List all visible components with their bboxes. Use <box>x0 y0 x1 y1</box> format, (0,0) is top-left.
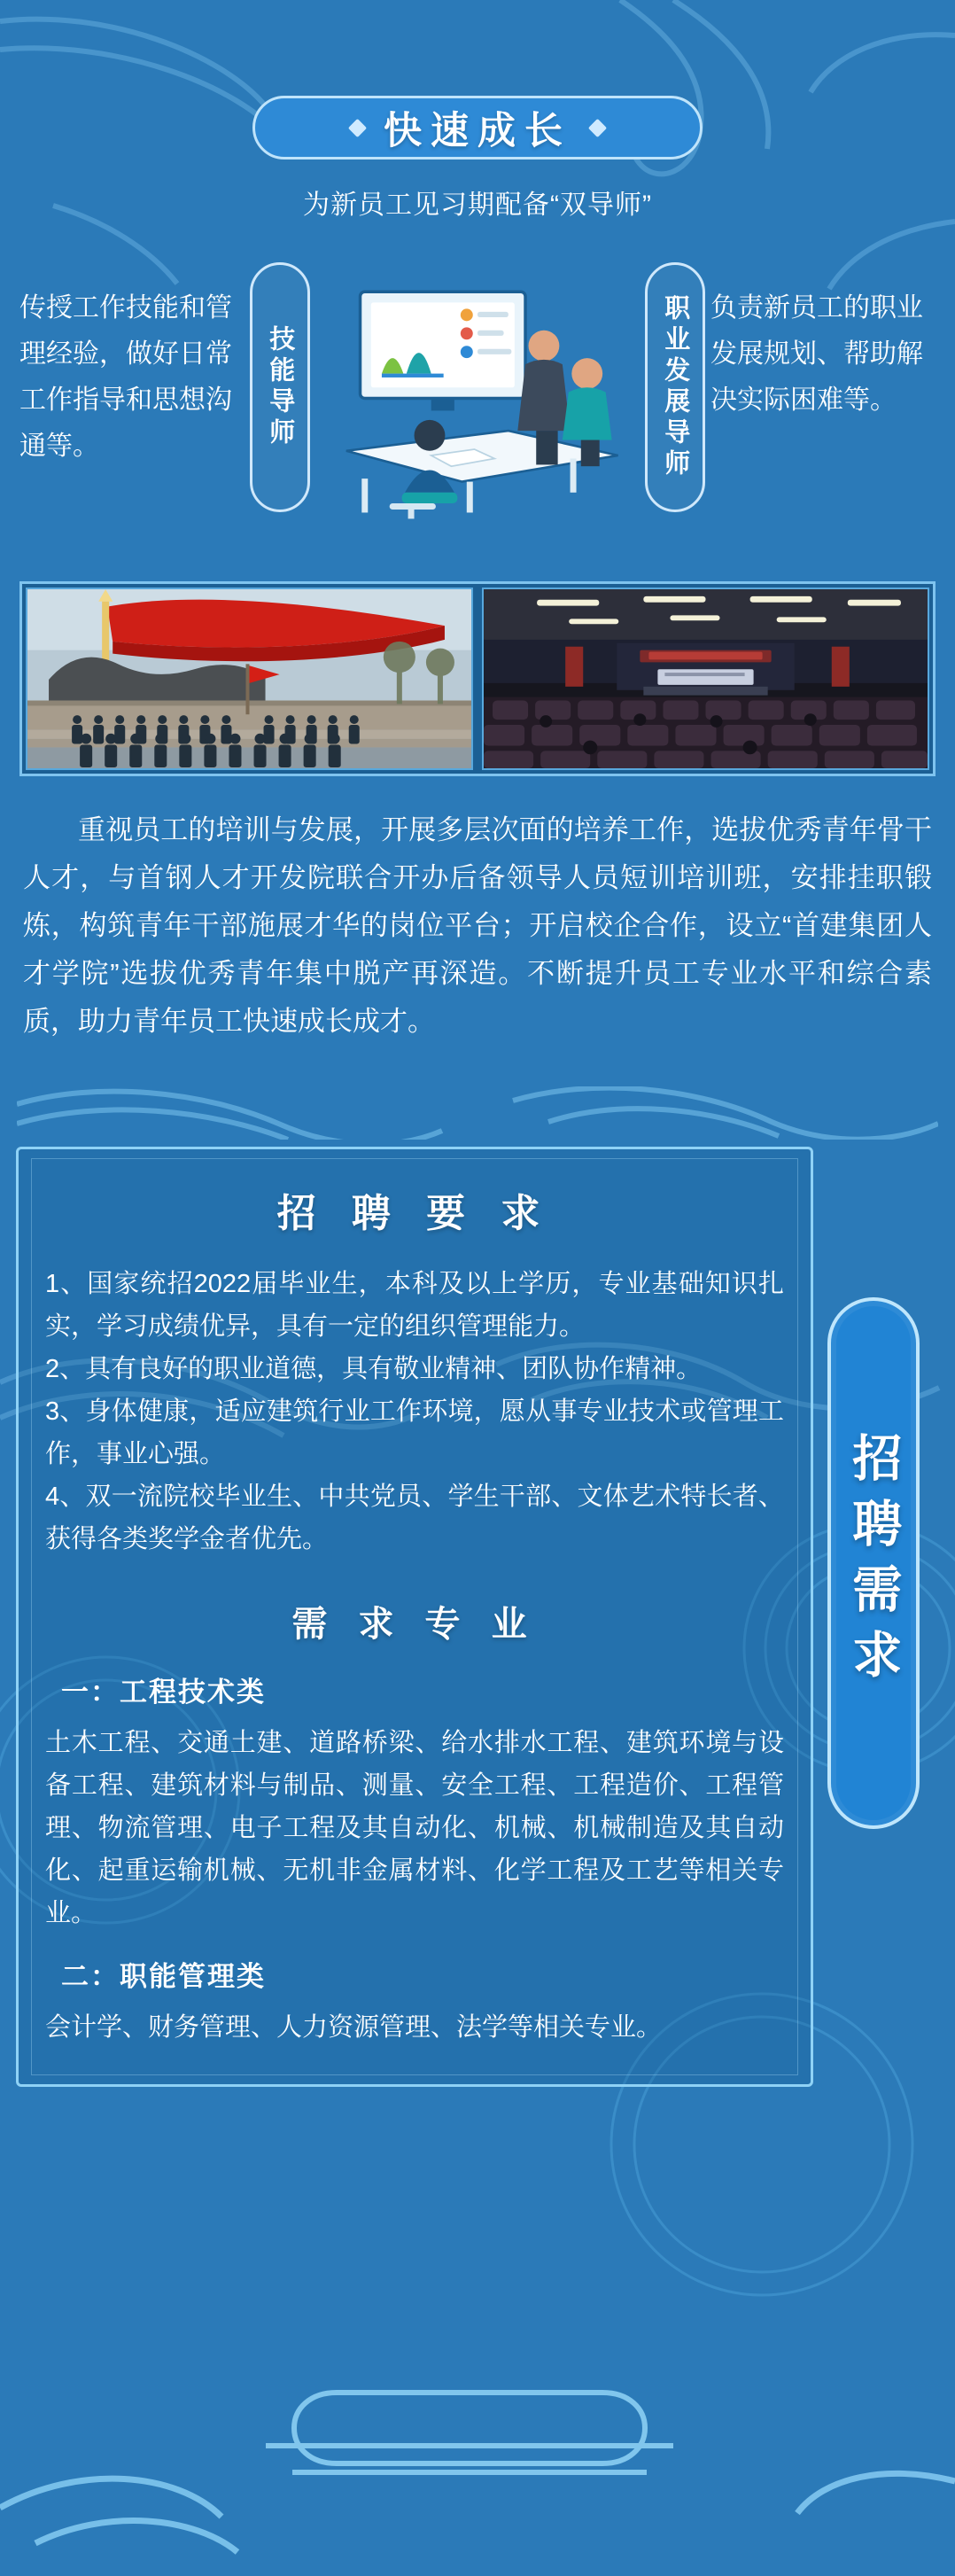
mentor-career-description: 负责新员工的职业发展规划、帮助解决实际困难等。 <box>710 293 923 415</box>
growth-title-pill <box>252 96 703 160</box>
mentor-career-tag-label: 职业发展导师 <box>661 294 690 480</box>
mentor-skill-tag <box>250 262 310 512</box>
requirement-item: 1、国家统招2022届毕业生，本科及以上学历，专业基础知识扎实，学习成绩优异，具有一定的组织管理能力。 <box>45 1270 784 1341</box>
mentor-skill-tag-label: 技能导师 <box>266 325 295 449</box>
growth-body <box>0 253 955 537</box>
major-group-body: 会计学、财务管理、人力资源管理、法学等相关专业。 <box>45 2013 663 2042</box>
mentor-career-tag <box>645 262 705 512</box>
growth-section <box>0 0 955 537</box>
requirement-item: 3、身体健康，适应建筑行业工作环境，愿从事专业技术或管理工作，事业心强。 <box>45 1397 784 1468</box>
major-group-body: 土木工程、交通土建、道路桥梁、给水排水工程、建筑环境与设备工程、建筑材料与制品、测量、安全工程、工程造价、工程管理、物流管理、电子工程及其自动化、机械、机械制造及其自动化、起重运输机械、无机非金属材料、化学工程及工艺等相关专业。 <box>45 1729 784 1927</box>
bottom-ornament <box>0 2140 955 2282</box>
requirement-item: 2、具有良好的职业道德，具有敬业精神、团队协作精神。 <box>45 1355 703 1383</box>
photo-auditorium <box>482 588 929 770</box>
photo-monument <box>26 588 473 770</box>
wave-divider <box>17 1086 938 1140</box>
recruitment-side-label <box>827 1297 920 1829</box>
requirements-heading: 招 聘 要 求 <box>276 1192 553 1235</box>
growth-illustration <box>315 253 640 537</box>
growth-subtitle: 为新员工见习期配备“双导师” <box>303 191 652 220</box>
major-group-title: 一：工程技术类 <box>61 1677 266 1708</box>
recruitment-section <box>0 1147 955 2087</box>
photo-gallery <box>19 581 936 776</box>
recruitment-side-label-text: 招聘需求 <box>846 1432 903 1694</box>
mentor-skill-description: 传授工作技能和管理经验，做好日常工作指导和思想沟通等。 <box>19 293 232 461</box>
training-paragraph: 重视员工的培训与发展，开展多层次面的培养工作，选拔优秀青年骨干人才，与首钢人才开发院联合开办后备领导人员短训培训班，安排挂职锻炼，构筑青年干部施展才华的岗位平台；开启校企合作，设立“首建集团人才学院”选拔优秀青年集中脱产再深造。不断提升员工专业水平和综合素质，助力青年员工快速成长成才。 <box>23 814 932 1037</box>
requirement-item: 4、双一流院校毕业生、中共党员、学生干部、文体艺术特长者、获得各类奖学金者优先。 <box>45 1483 784 1553</box>
recruitment-card <box>16 1147 813 2087</box>
growth-title: 快速成长 <box>384 109 571 152</box>
majors-heading: 需 求 专 业 <box>291 1605 538 1644</box>
diamond-right-icon <box>588 118 607 136</box>
major-group-title: 二：职能管理类 <box>61 1961 266 1992</box>
diamond-left-icon <box>348 118 367 136</box>
